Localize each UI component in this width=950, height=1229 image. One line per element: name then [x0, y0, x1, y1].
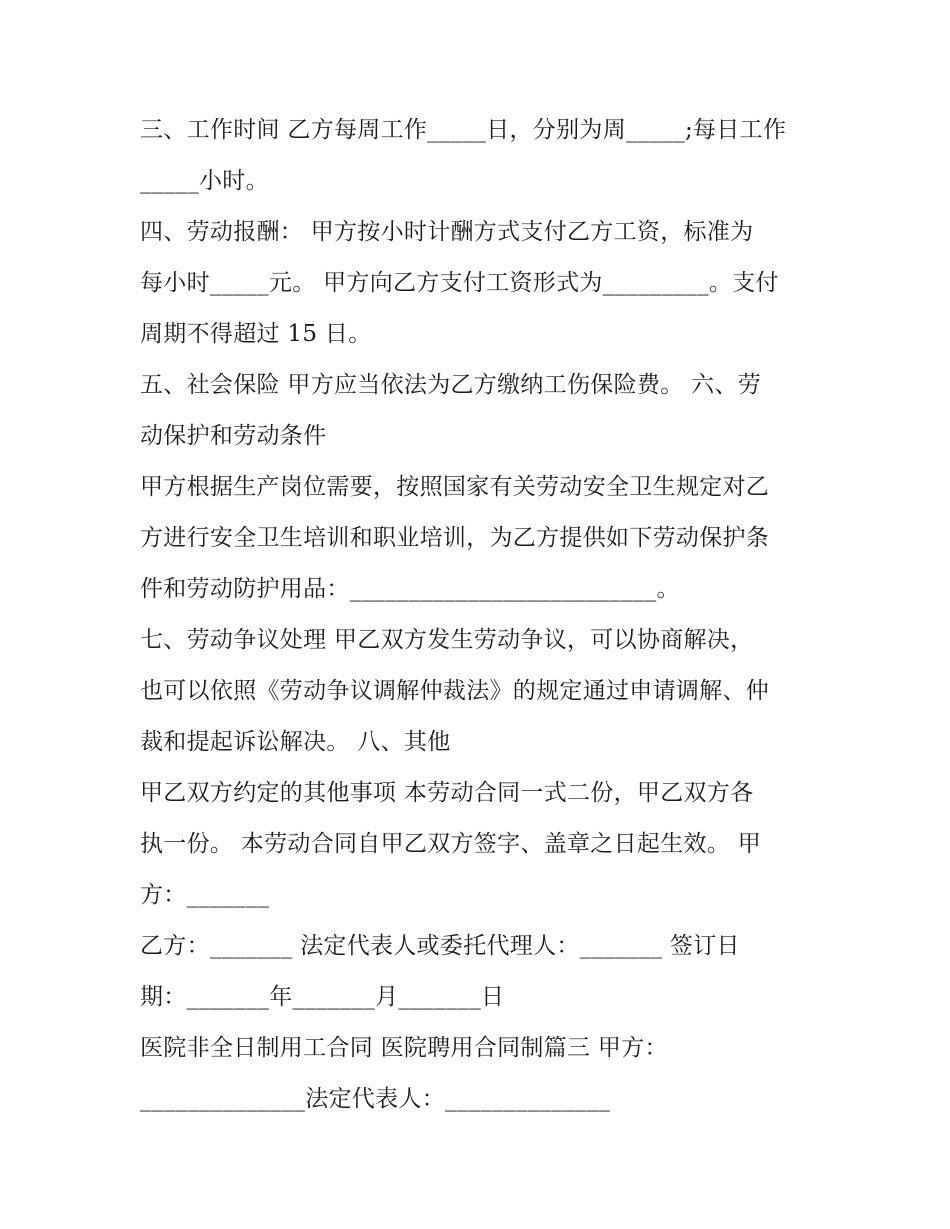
text-line-5: 周期不得超过 15 日。: [140, 321, 372, 347]
text-line-11: 七、劳动争议处理 甲乙双方发生劳动争议，可以协商解决，: [140, 627, 754, 653]
text-line-7: 动保护和劳动条件: [140, 423, 327, 449]
text-line-10: 件和劳动防护用品：__________________________。: [140, 576, 680, 602]
text-line-15: 执一份。 本劳动合同自甲乙双方签字、盖章之日起生效。 甲: [140, 831, 762, 857]
text-line-20: ______________法定代表人：______________: [140, 1086, 611, 1112]
text-line-18: 期：_______年_______月_______日: [140, 984, 505, 1010]
text-line-6: 五、社会保险 甲方应当依法为乙方缴纳工伤保险费。 六、劳: [140, 372, 762, 398]
text-line-4: 每小时_____元。 甲方向乙方支付工资形式为_________。支付: [140, 270, 779, 296]
text-line-12: 也可以依照《劳动争议调解仲裁法》的规定通过申请调解、仲: [140, 678, 770, 704]
text-line-16: 方：_______: [140, 882, 270, 908]
text-line-3: 四、劳动报酬： 甲方按小时计酬方式支付乙方工资，标准为: [140, 219, 754, 245]
text-line-8: 甲方根据生产岗位需要，按照国家有关劳动安全卫生规定对乙: [140, 474, 770, 500]
text-line-1: 三、工作时间 乙方每周工作_____日，分别为周_____;每日工作: [140, 117, 787, 143]
text-line-9: 方进行安全卫生培训和职业培训，为乙方提供如下劳动保护条: [140, 525, 770, 551]
text-line-2: _____小时。: [140, 168, 269, 194]
text-line-17: 乙方：_______ 法定代表人或委托代理人：_______ 签订日: [140, 933, 740, 959]
text-line-13: 裁和提起诉讼解决。 八、其他: [140, 729, 451, 755]
text-line-19: 医院非全日制用工合同 医院聘用合同制篇三 甲方：: [140, 1035, 668, 1061]
text-line-14: 甲乙双方约定的其他事项 本劳动合同一式二份，甲乙双方各: [140, 780, 754, 806]
